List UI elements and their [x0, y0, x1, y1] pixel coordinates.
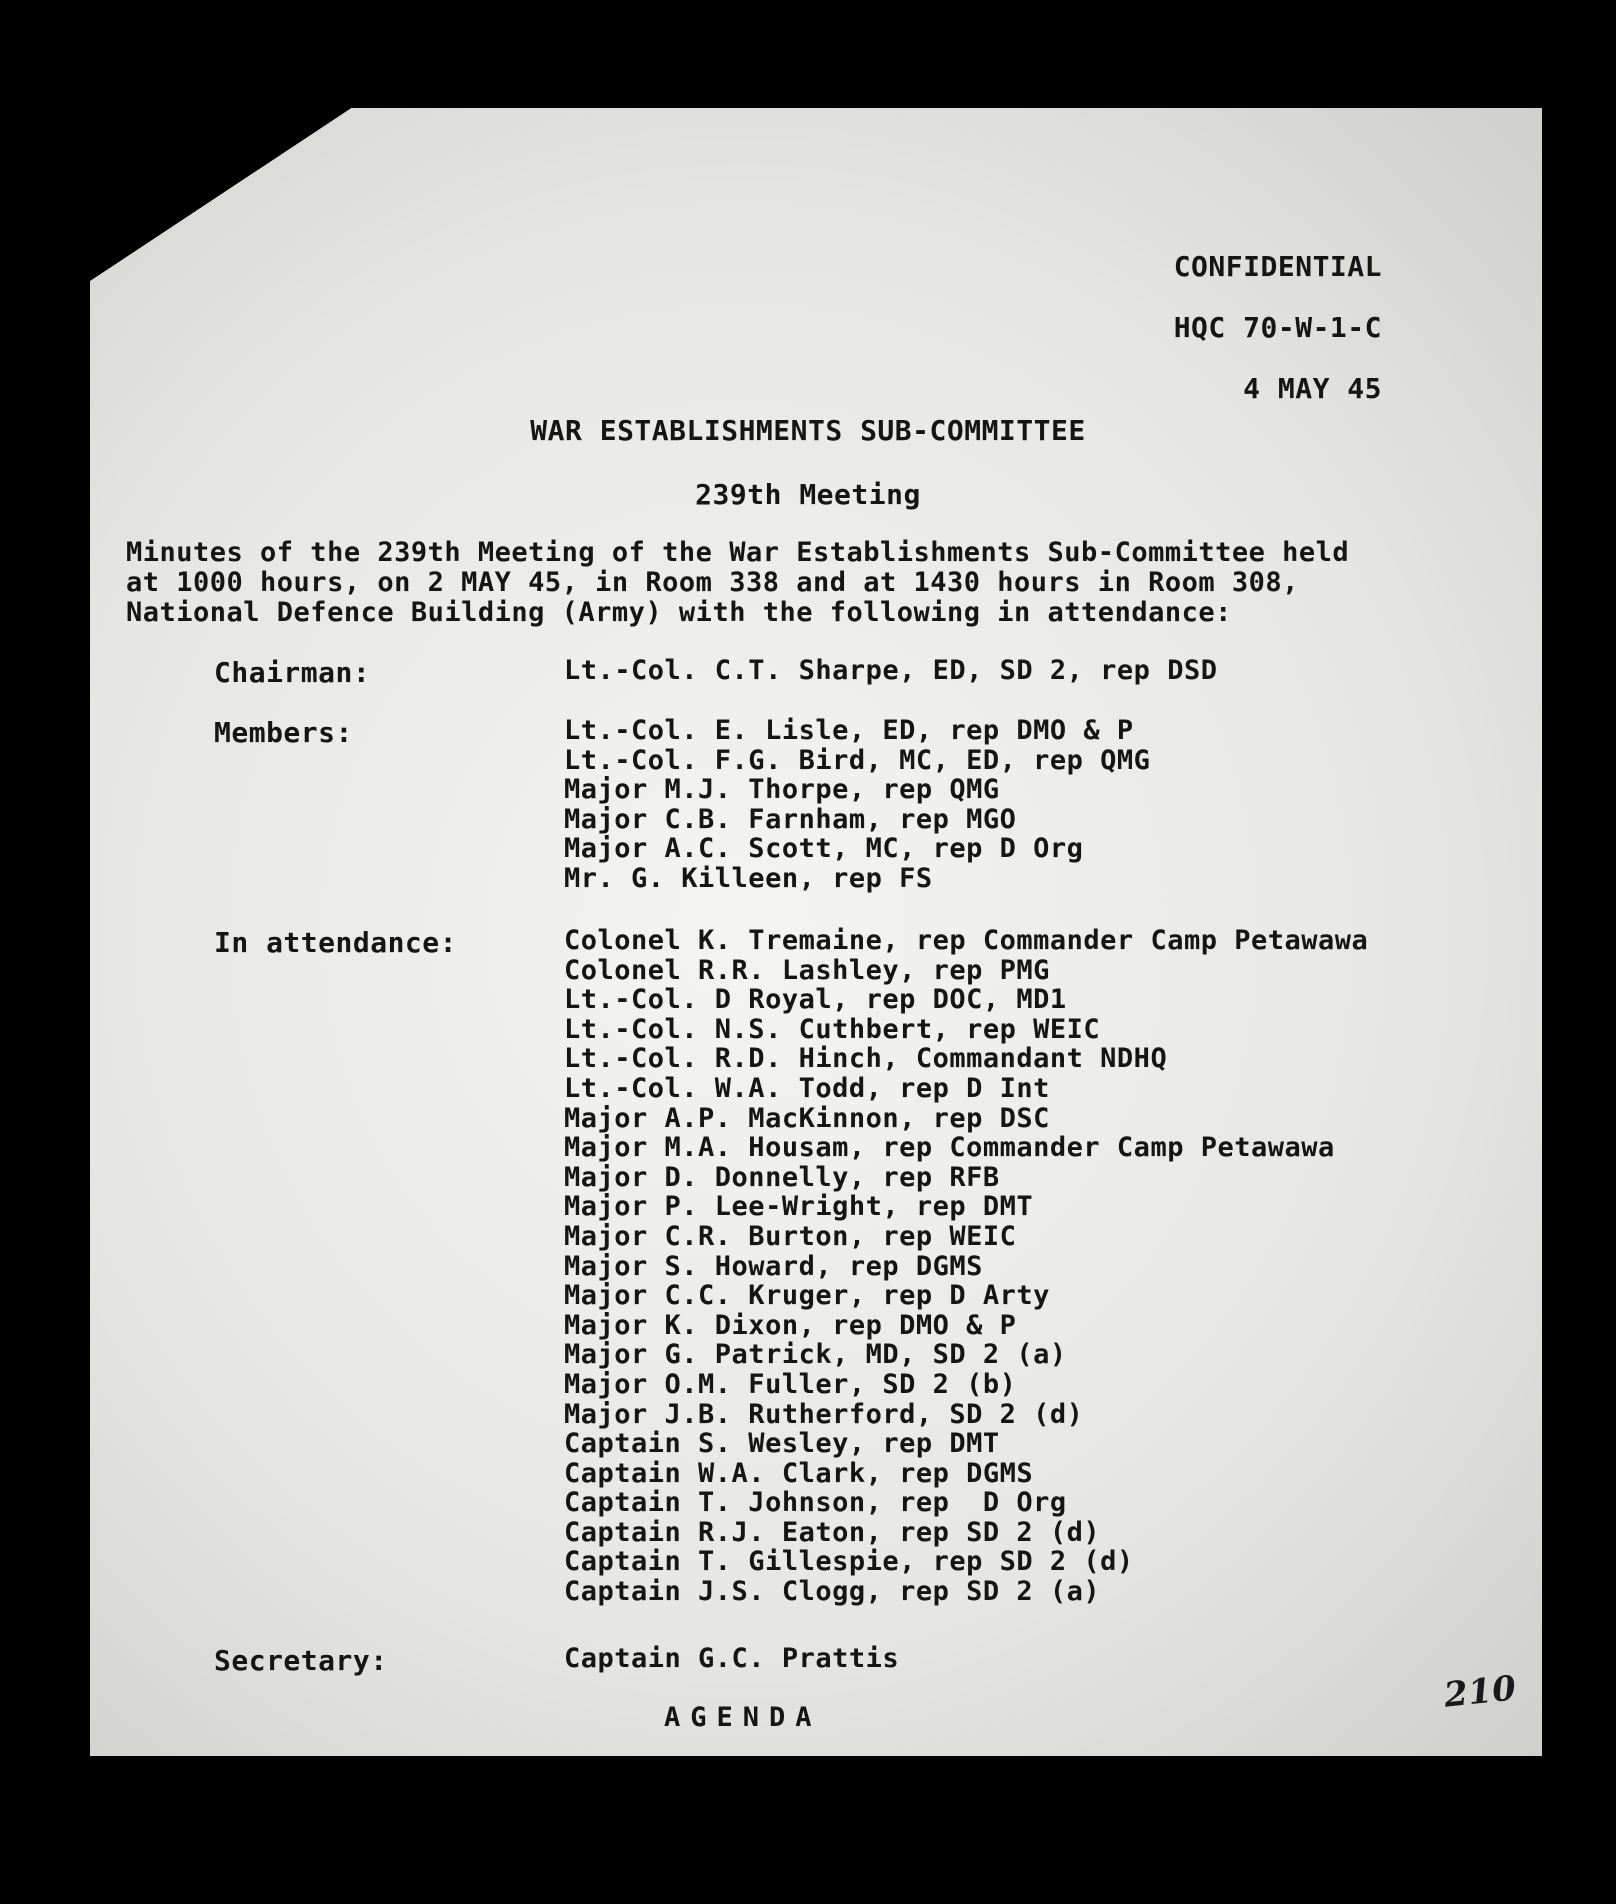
agenda-heading: AGENDA [664, 1702, 822, 1733]
attendee-name: Lt.-Col. R.D. Hinch, Commandant NDHQ [564, 1043, 1168, 1075]
secretary-list [564, 1644, 899, 1674]
member-name: Lt.-Col. E. Lisle, ED, rep DMO & P [564, 715, 1134, 746]
attendee-name: Lt.-Col. W.A. Todd, rep D Int [564, 1072, 1050, 1104]
member-name: Major A.C. Scott, MC, rep D Org [564, 833, 1084, 865]
chairman-name: Lt.-Col. C.T. Sharpe, ED, SD 2, rep DSD [564, 655, 1218, 686]
file-reference: HQC 70-W-1-C [1173, 311, 1382, 344]
intro-paragraph [126, 538, 1486, 628]
committee-title: WAR ESTABLISHMENTS SUB-COMMITTEE [530, 414, 1086, 447]
attendee-name: Colonel R.R. Lashley, rep PMG [564, 954, 1050, 986]
members-list [564, 716, 1150, 894]
attendee-name: Lt.-Col. D Royal, rep DOC, MD1 [564, 984, 1067, 1016]
attendee-name: Major K. Dixon, rep DMO & P [564, 1309, 1017, 1341]
attendee-name: Major S. Howard, rep DGMS [564, 1250, 983, 1282]
member-name: Lt.-Col. F.G. Bird, MC, ED, rep QMG [564, 744, 1151, 776]
attendee-name: Captain R.J. Eaton, rep SD 2 (d) [564, 1516, 1101, 1548]
attendee-name: Captain S. Wesley, rep DMT [564, 1428, 1000, 1460]
attendee-name: Colonel K. Tremaine, rep Commander Camp Petawawa [564, 925, 1369, 956]
attendee-name: Captain T. Johnson, rep D Org [564, 1487, 1067, 1519]
attendance-list [564, 926, 1368, 1607]
attendee-name: Captain W.A. Clark, rep DGMS [564, 1457, 1034, 1489]
attendee-name: Major C.R. Burton, rep WEIC [564, 1220, 1017, 1252]
classification-stamp: CONFIDENTIAL [1173, 250, 1382, 283]
intro-line: National Defence Building (Army) with the following in attendance: [126, 597, 1232, 628]
attendee-name: Major O.M. Fuller, SD 2 (b) [564, 1368, 1017, 1400]
secretary-name: Captain G.C. Prattis [564, 1643, 900, 1674]
intro-line: at 1000 hours, on 2 MAY 45, in Room 338 and at 1430 hours in Room 308, [126, 567, 1299, 598]
attendance-label: In attendance: [214, 926, 458, 959]
attendee-name: Captain T. Gillespie, rep SD 2 (d) [564, 1546, 1134, 1578]
meeting-title: 239th Meeting [695, 478, 921, 511]
intro-line: Minutes of the 239th Meeting of the War Establishments Sub-Committee held [126, 537, 1350, 568]
document-date: 4 MAY 45 [1243, 372, 1382, 405]
attendee-name: Major M.A. Housam, rep Commander Camp Petawawa [564, 1132, 1335, 1164]
members-label: Members: [214, 716, 353, 749]
member-name: Major C.B. Farnham, rep MGO [564, 803, 1017, 835]
attendee-name: Major J.B. Rutherford, SD 2 (d) [564, 1398, 1084, 1430]
attendee-name: Major P. Lee-Wright, rep DMT [564, 1191, 1034, 1223]
chairman-list [564, 656, 1217, 686]
attendee-name: Captain J.S. Clogg, rep SD 2 (a) [564, 1576, 1101, 1608]
attendee-name: Major G. Patrick, MD, SD 2 (a) [564, 1339, 1067, 1371]
attendee-name: Major A.P. MacKinnon, rep DSC [564, 1102, 1050, 1134]
handwritten-page-number: 210 [1442, 1668, 1519, 1716]
member-name: Major M.J. Thorpe, rep QMG [564, 774, 1000, 806]
secretary-label: Secretary: [214, 1644, 388, 1677]
attendee-name: Major C.C. Kruger, rep D Arty [564, 1280, 1050, 1312]
attendee-name: Major D. Donnelly, rep RFB [564, 1161, 1000, 1193]
header-block [1174, 236, 1382, 419]
chairman-label: Chairman: [214, 656, 371, 689]
member-name: Mr. G. Killeen, rep FS [564, 862, 933, 894]
attendee-name: Lt.-Col. N.S. Cuthbert, rep WEIC [564, 1013, 1101, 1045]
